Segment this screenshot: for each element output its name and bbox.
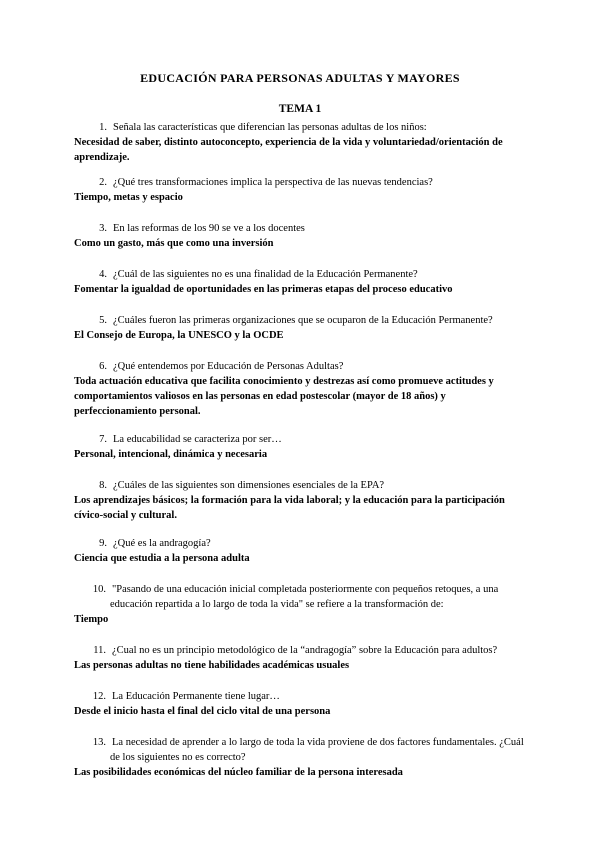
- answer-text: Las posibilidades económicas del núcleo familiar de la persona interesada: [74, 767, 403, 778]
- question-prompt: La necesidad de aprender a lo largo de toda la vida proviene de dos factores fundamentales. ¿Cuál de los siguientes no es correcto?: [110, 737, 524, 763]
- question-prompt: ¿Cuál de las siguientes no es una finalidad de la Educación Permanente?: [113, 269, 418, 280]
- question-prompt: ¿Qué entendemos por Educación de Personas Adultas?: [113, 361, 344, 372]
- question-prompt: ¿Qué es la andragogía?: [113, 538, 211, 549]
- question-item: [74, 689, 528, 719]
- question-prompt: "Pasando de una educación inicial completada posteriormente con pequeños retoques, a una educación repartida a lo largo de toda la vida" se refiere a la transformación de:: [110, 584, 499, 610]
- question-prompt: ¿Qué tres transformaciones implica la perspectiva de las nuevas tendencias?: [113, 177, 433, 188]
- question-text: [74, 735, 528, 765]
- question-prompt: ¿Cual no es un principio metodológico de la “andragogía” sobre la Educación para adultos?: [112, 645, 498, 656]
- question-item: [74, 432, 528, 462]
- question-text: [74, 432, 528, 447]
- answer-text: Desde el inicio hasta el final del ciclo vital de una persona: [74, 706, 331, 717]
- answer-text: El Consejo de Europa, la UNESCO y la OCDE: [74, 330, 284, 341]
- question-list: [74, 120, 528, 780]
- answer-text: Personal, intencional, dinámica y necesaria: [74, 449, 268, 460]
- question-text: [74, 120, 528, 135]
- question-item: [74, 536, 528, 566]
- question-text: [74, 478, 528, 493]
- question-text: [74, 267, 528, 282]
- question-number: 12.: [92, 691, 106, 702]
- question-prompt: En las reformas de los 90 se ve a los docentes: [113, 223, 305, 234]
- question-text: [74, 582, 528, 612]
- question-item: [74, 175, 528, 205]
- question-number: 1.: [99, 122, 107, 133]
- question-text: [74, 536, 528, 551]
- question-number: 13.: [92, 737, 106, 748]
- question-text: [74, 643, 528, 658]
- question-number: 2.: [99, 177, 107, 188]
- answer-text: Toda actuación educativa que facilita conocimiento y destrezas así como promueve actitudes y comportamientos valiosos en las personas en edad postescolar (mayor de 18 años) y perfeccionamiento personal.: [74, 376, 494, 417]
- answer-text: Tiempo: [74, 614, 109, 625]
- question-prompt: La educabilidad se caracteriza por ser…: [113, 434, 282, 445]
- question-prompt: ¿Cuáles de las siguientes son dimensiones esenciales de la EPA?: [113, 480, 385, 491]
- question-item: [74, 582, 528, 627]
- question-number: 8.: [99, 480, 107, 491]
- question-text: [74, 313, 528, 328]
- question-prompt: La Educación Permanente tiene lugar…: [112, 691, 280, 702]
- question-item: [74, 221, 528, 251]
- question-item: [74, 643, 528, 673]
- question-item: [74, 359, 528, 419]
- section-title: TEMA 1: [278, 103, 322, 115]
- question-item: [74, 120, 528, 165]
- question-prompt: Señala las características que diferencian las personas adultas de los niños:: [113, 122, 427, 133]
- question-number: 6.: [99, 361, 107, 372]
- document-title: EDUCACIÓN PARA PERSONAS ADULTAS Y MAYORES: [140, 71, 460, 85]
- question-number: 11.: [93, 645, 106, 656]
- question-prompt: ¿Cuáles fueron las primeras organizaciones que se ocuparon de la Educación Permanente?: [113, 315, 493, 326]
- question-text: [74, 221, 528, 236]
- answer-text: Ciencia que estudia a la persona adulta: [74, 553, 250, 564]
- question-number: 10.: [92, 584, 106, 595]
- question-item: [74, 267, 528, 297]
- question-item: [74, 313, 528, 343]
- question-text: [74, 359, 528, 374]
- answer-text: Los aprendizajes básicos; la formación para la vida laboral; y la educación para la participación cívico-social y cultural.: [74, 495, 505, 521]
- answer-text: Como un gasto, más que como una inversión: [74, 238, 274, 249]
- question-item: [74, 735, 528, 780]
- question-item: [74, 478, 528, 523]
- question-number: 5.: [99, 315, 107, 326]
- answer-text: Necesidad de saber, distinto autoconcepto, experiencia de la vida y voluntariedad/orientación de aprendizaje.: [74, 137, 503, 163]
- answer-text: Fomentar la igualdad de oportunidades en las primeras etapas del proceso educativo: [74, 284, 453, 295]
- question-number: 4.: [99, 269, 107, 280]
- answer-text: Tiempo, metas y espacio: [74, 192, 183, 203]
- question-number: 7.: [99, 434, 107, 445]
- question-number: 3.: [99, 223, 107, 234]
- answer-text: Las personas adultas no tiene habilidades académicas usuales: [74, 660, 350, 671]
- question-text: [74, 689, 528, 704]
- question-text: [74, 175, 528, 190]
- question-number: 9.: [99, 538, 107, 549]
